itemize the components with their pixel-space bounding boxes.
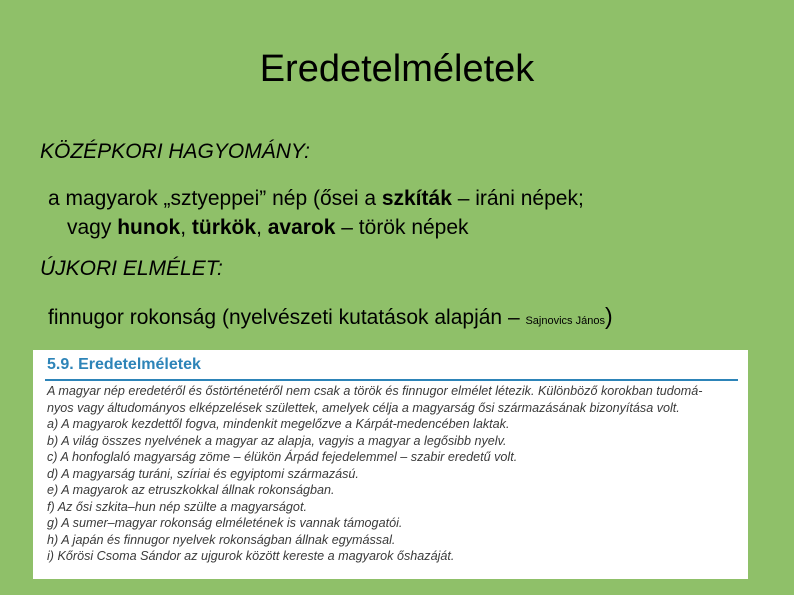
text-segment: ,	[180, 216, 192, 239]
text-segment: – iráni népek;	[451, 187, 584, 210]
textbook-divider	[45, 379, 738, 381]
textbook-line: h) A japán és finnugor nyelvek rokonságban állnak egymással.	[47, 532, 396, 547]
text-segment: ,	[256, 216, 268, 239]
textbook-line: i) Kőrösi Csoma Sándor az ujgurok között kereste a magyarok őshazáját.	[47, 549, 455, 563]
textbook-line: A magyar nép eredetéről és őstörténetéről nem csak a török és finnugor elmélet létezik. Különböző korokban tudomá-	[47, 384, 703, 398]
textbook-line: a) A magyarok kezdettől fogva, mindenkit megelőzve a Kárpát-medencében laktak.	[47, 417, 510, 431]
text-segment: finnugor rokonság (nyelvészeti kutatások alapján –	[48, 306, 526, 329]
textbook-line: b) A világ összes nyelvének a magyar az alapja, vagyis a magyar a legősibb nyelv.	[47, 433, 507, 448]
text-segment: vagy	[67, 216, 118, 239]
bold-term: hunok	[117, 216, 181, 239]
textbook-body	[47, 383, 740, 565]
textbook-line: e) A magyarok az etruszkokkal állnak rokonságban.	[47, 483, 335, 497]
section-heading-modern: ÚJKORI ELMÉLET:	[40, 257, 223, 280]
textbook-line: d) A magyarság turáni, szíriai és egyiptomi származású.	[47, 466, 359, 481]
text-segment: a magyarok „sztyeppei” nép (ősei a	[48, 187, 382, 210]
textbook-excerpt-image	[33, 350, 748, 579]
modern-line	[48, 303, 613, 334]
text-segment: – török népek	[335, 216, 469, 239]
medieval-line-2	[67, 215, 469, 241]
section-heading-medieval: KÖZÉPKORI HAGYOMÁNY:	[40, 140, 310, 163]
medieval-line-1	[48, 186, 584, 212]
textbook-line: g) A sumer–magyar rokonság elméletének is vannak támogatói.	[47, 516, 403, 530]
textbook-line: f) Az ősi szkita–hun nép szülte a magyarságot.	[47, 499, 307, 514]
slide-title: Eredetelméletek	[259, 48, 535, 90]
textbook-title: 5.9. Eredetelméletek	[47, 356, 201, 373]
author-name: Sajnovics János	[525, 315, 605, 327]
closing-paren: )	[604, 303, 613, 329]
bold-term: türkök	[191, 216, 257, 239]
bold-term: avarok	[267, 216, 336, 239]
textbook-line: nyos vagy áltudományos elképzelések születtek, amelyek célja a magyarság ősi származásának bizonyítása volt.	[47, 400, 680, 415]
textbook-line: c) A honfoglaló magyarság zöme – élükön Árpád fejedelemmel – szabir eredetű volt.	[47, 450, 518, 464]
bold-term: szkíták	[381, 187, 452, 210]
